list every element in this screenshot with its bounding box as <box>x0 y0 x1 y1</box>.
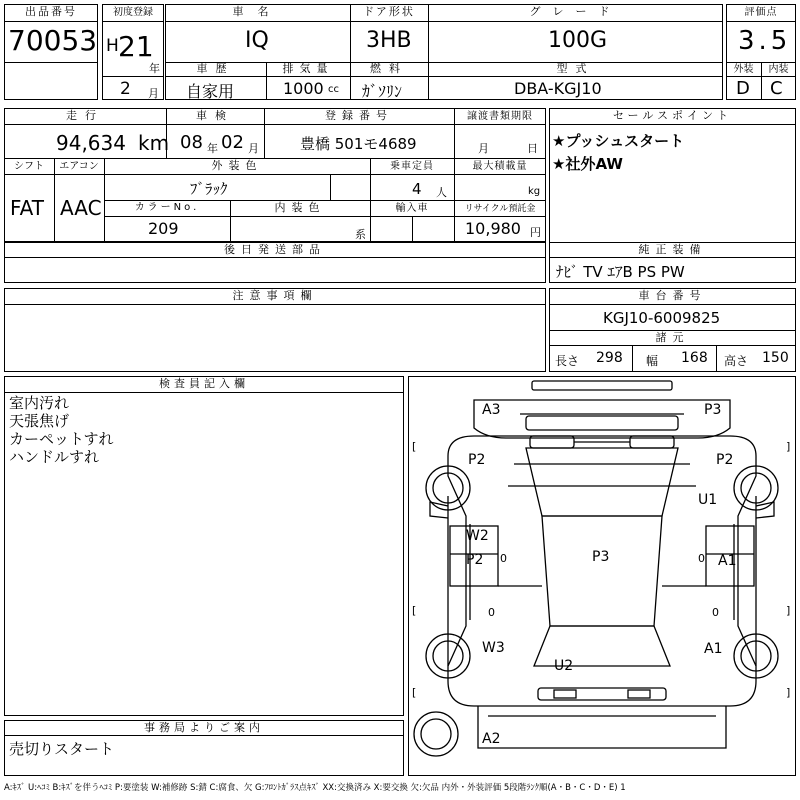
history-label: 車歴 <box>196 62 235 75</box>
max-load-label: 最大積載量 <box>472 161 528 172</box>
exterior-grade-label: 外装 <box>733 64 754 75</box>
door-type-label: ドア形状 <box>363 5 415 18</box>
mark-zero-d: 0 <box>712 606 719 619</box>
inspection-month-unit: 月 <box>248 142 259 155</box>
displacement: 1000 <box>283 79 324 98</box>
mark-p2-right: P2 <box>716 452 734 468</box>
legend: A:ｷｽﾞ U:ﾍｺﾐ B:ｷｽﾞを伴うﾍｺﾐ P:要塗装 W:補修跡 S:錆 C:腐食、欠 G:ﾌﾛﾝﾄｶﾞﾗｽ点ｷｽﾞ XX:交換済み X:要交換 欠:欠品 内外・外装評価 5段階ﾗﾝｸ順(A・B・C・D・E) 1 <box>4 783 626 793</box>
mark-u2: U2 <box>554 658 574 674</box>
reg-number-label: 登録番号 <box>325 109 393 122</box>
mark-bracket-l1: [ <box>412 440 417 453</box>
inspector-label: 検査員記入欄 <box>159 377 249 390</box>
mark-zero-b: 0 <box>698 552 705 565</box>
month-unit: 月 <box>148 87 159 100</box>
shift-label: シフト <box>14 161 44 172</box>
aircon: AAC <box>60 196 102 220</box>
score: 3.5 <box>738 26 792 56</box>
ext-color-label: 外装色 <box>211 159 263 172</box>
mark-bracket-r2: ] <box>786 604 791 617</box>
displacement-label: 排気量 <box>282 62 334 75</box>
capacity-unit: 人 <box>436 186 447 199</box>
chassis-no: KGJ10-6009825 <box>603 309 721 327</box>
inspector-note-3: カーペットすれ <box>9 430 114 448</box>
dimensions-label: 諸元 <box>655 331 690 344</box>
mark-p3-roof: P3 <box>592 549 610 565</box>
genuine-equipment-label: 純正装備 <box>638 243 707 256</box>
genuine-equipment: ﾅﾋﾞ TV ｴｱB PS PW <box>556 263 685 281</box>
inspection-month: 02 <box>221 132 244 153</box>
color-no-label: カラーNo. <box>134 202 200 213</box>
mark-a1-rear: A1 <box>704 641 723 657</box>
length-label: 長さ <box>555 354 580 368</box>
transfer-deadline-label: 譲渡書類期限 <box>467 111 533 122</box>
inspector-note-2: 天張焦げ <box>9 412 70 430</box>
notes-label: 注意事項欄 <box>232 289 318 302</box>
transfer-day-unit: 日 <box>527 142 538 155</box>
first-registration-label: 初度登録 <box>113 7 153 18</box>
fuel-label: 燃料 <box>370 62 408 75</box>
later-parts-label: 後日発送部品 <box>224 243 326 256</box>
mark-w3: W3 <box>482 640 505 656</box>
car-name: IQ <box>245 28 269 53</box>
model-code: DBA-KGJ10 <box>514 79 602 98</box>
sales-point-1: ★プッシュスタート <box>552 132 685 150</box>
capacity-label: 乗車定員 <box>390 161 434 172</box>
mark-p2-left: P2 <box>468 452 486 468</box>
inspection-label: 車検 <box>196 109 234 122</box>
interior-grade: C <box>770 78 783 99</box>
registration-month: 2 <box>120 79 131 99</box>
model-code-label: 型式 <box>556 62 595 75</box>
load-unit: kg <box>528 186 541 197</box>
grade: 100G <box>548 28 608 53</box>
reg-number: 豊橋 501モ4689 <box>300 135 417 153</box>
mark-bracket-r1: ] <box>786 440 791 453</box>
grade-label: グレード <box>529 5 622 18</box>
exterior-grade: D <box>736 78 750 99</box>
year-unit: 年 <box>149 62 160 75</box>
mark-zero-c: 0 <box>488 606 495 619</box>
chassis-no-label: 車台番号 <box>638 289 707 302</box>
height-label: 高さ <box>724 354 749 368</box>
office-notice-label: 事務局よりご案内 <box>144 721 264 734</box>
registration-year: 21 <box>118 30 154 63</box>
capacity: 4 <box>412 180 422 198</box>
mark-zero-a: 0 <box>500 552 507 565</box>
length: 298 <box>596 350 623 366</box>
mark-a1-door: A1 <box>718 553 737 569</box>
height: 150 <box>762 350 789 366</box>
km-unit: km <box>138 131 170 155</box>
inspector-note-1: 室内汚れ <box>9 394 70 412</box>
mark-a3: A3 <box>482 402 501 418</box>
width: 168 <box>681 350 708 366</box>
score-label: 評価点 <box>744 7 778 18</box>
recycle-fee: 10,980 <box>465 219 521 238</box>
mark-w2: W2 <box>466 528 489 544</box>
shift: FAT <box>10 196 45 220</box>
history: 自家用 <box>186 82 235 101</box>
transfer-month-unit: 月 <box>478 142 489 155</box>
car-name-label: 車名 <box>232 5 283 18</box>
lot-number-label: 出品番号 <box>25 5 77 18</box>
mileage-label: 走行 <box>66 109 104 122</box>
mark-u1: U1 <box>698 492 718 508</box>
recycle-label: リサイクル預託金 <box>464 204 536 214</box>
import-label: 輸入車 <box>395 203 429 214</box>
inspection-year-unit: 年 <box>207 142 218 155</box>
fuel: ｶﾞｿﾘﾝ <box>362 82 403 101</box>
inspection-year: 08 <box>180 132 203 153</box>
car-diagram <box>408 376 796 776</box>
mark-bracket-r3: ] <box>786 686 791 699</box>
inspector-note-4: ハンドルすれ <box>9 448 100 466</box>
era: H <box>106 36 119 56</box>
int-color-label: 内装色 <box>274 201 326 214</box>
door-type: 3HB <box>366 28 412 53</box>
sales-points-label: セールスポイント <box>612 109 732 122</box>
yen-unit: 円 <box>530 226 541 239</box>
mark-bracket-l2: [ <box>412 604 417 617</box>
sales-point-2: ★社外AW <box>552 155 623 173</box>
mark-a2: A2 <box>482 731 501 747</box>
mark-p3-top: P3 <box>704 402 722 418</box>
int-color-suffix: 系 <box>355 228 366 241</box>
mark-bracket-l3: [ <box>412 686 417 699</box>
width-label: 幅 <box>646 354 659 368</box>
aircon-label: エアコン <box>59 161 99 172</box>
office-notice: 売切りスタート <box>9 740 115 758</box>
interior-grade-label: 内装 <box>768 64 789 75</box>
cc-unit: cc <box>328 84 339 95</box>
mileage: 94,634 <box>56 131 126 155</box>
mark-p2-door: P2 <box>466 552 484 568</box>
lot-number: 70053 <box>8 24 98 57</box>
ext-color: ﾌﾞﾗｯｸ <box>190 180 228 198</box>
color-no: 209 <box>148 219 179 238</box>
